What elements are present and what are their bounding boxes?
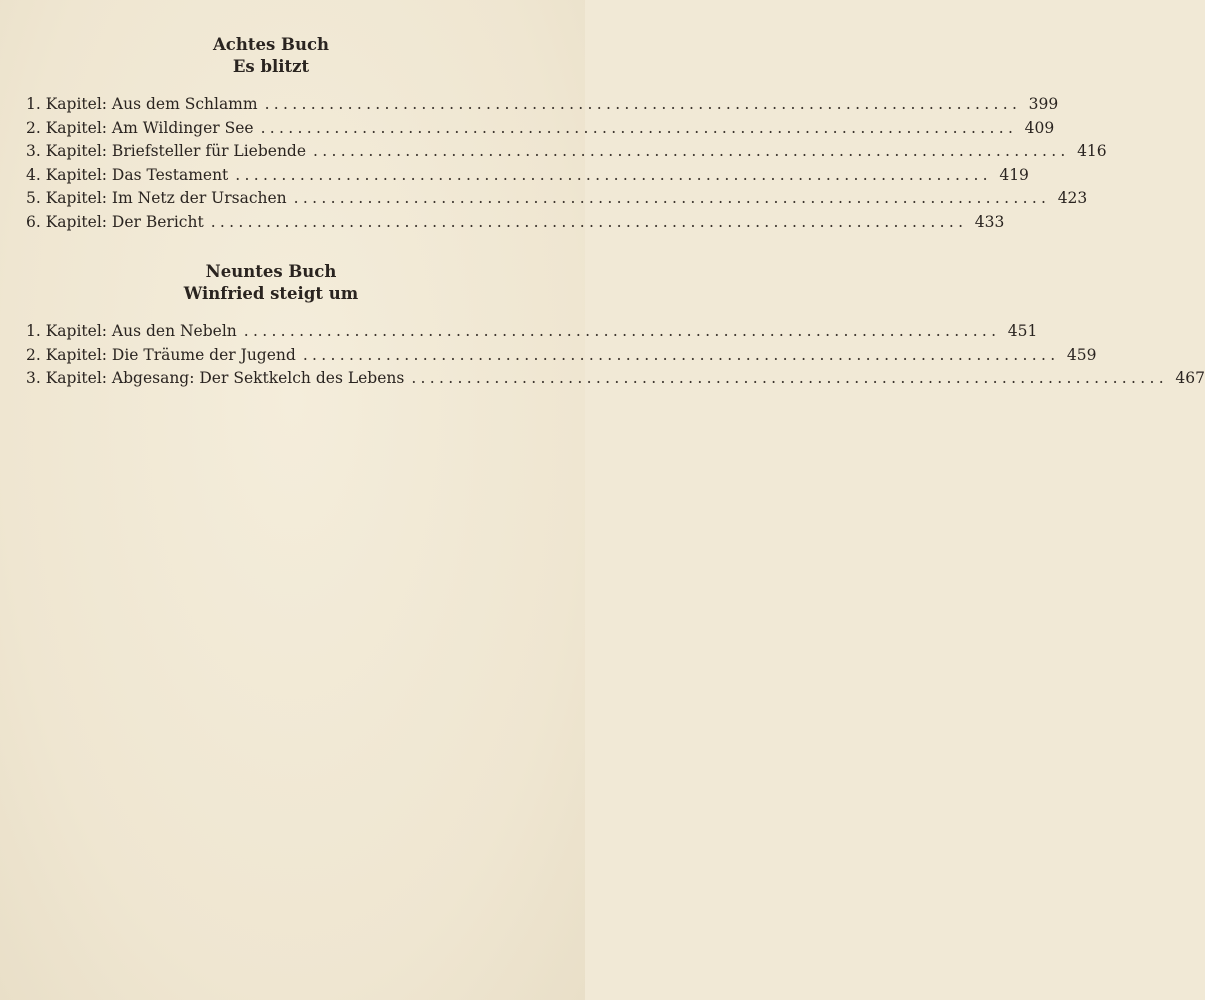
- chapter-label: 4. Kapitel: Das Testament: [26, 165, 229, 184]
- dot-leader: ..................................................................................: [260, 118, 1018, 137]
- dot-leader: ..................................................................................: [411, 369, 1168, 387]
- page-number: 459: [1066, 345, 1097, 364]
- page-number: 433: [974, 212, 1005, 231]
- chapter-label: 1. Kapitel: Aus den Nebeln: [26, 322, 237, 340]
- toc-entry: [26, 189, 1088, 213]
- chapter-label: 3. Kapitel: Abgesang: Der Sektkelch des Lebens: [26, 369, 405, 387]
- chapter-list: [26, 95, 1107, 236]
- toc-entry: [26, 118, 1055, 143]
- dot-leader: ..................................................................................: [264, 95, 1022, 113]
- toc-entry: [26, 322, 1038, 346]
- chapter-list: [26, 322, 1205, 393]
- dot-leader: ..................................................................................: [293, 189, 1051, 207]
- chapter-label: 2. Kapitel: Die Träume der Jugend: [26, 345, 296, 364]
- toc-entry: [26, 165, 1029, 190]
- page-number: 409: [1024, 118, 1055, 137]
- chapter-label: 2. Kapitel: Am Wildinger See: [26, 118, 254, 137]
- book-subtitle: Winfried steigt um: [183, 284, 359, 303]
- dot-leader: ..................................................................................: [235, 165, 992, 184]
- chapter-label: 6. Kapitel: Der Bericht: [26, 212, 204, 231]
- toc-entry: [26, 369, 1205, 393]
- toc-entry: [26, 212, 1005, 237]
- page-number: 416: [1077, 142, 1107, 160]
- dot-leader: ..................................................................................: [313, 142, 1070, 160]
- toc-entry: [26, 345, 1097, 370]
- dot-leader: ..................................................................................: [302, 345, 1060, 364]
- chapter-label: 5. Kapitel: Im Netz der Ursachen: [26, 189, 287, 207]
- book-subtitle: Es blitzt: [232, 57, 310, 76]
- dot-leader: ..................................................................................: [243, 322, 1001, 340]
- page-number: 451: [1007, 322, 1038, 340]
- toc-section-book-8: [26, 34, 1107, 236]
- chapter-label: 3. Kapitel: Briefsteller für Liebende: [26, 142, 307, 160]
- book-title: Neuntes Buch: [205, 262, 337, 281]
- toc-entry: [26, 95, 1059, 119]
- page-number: 419: [999, 165, 1029, 184]
- page-number: 467: [1175, 369, 1205, 387]
- page-number: 423: [1057, 189, 1088, 207]
- page-number: 399: [1028, 95, 1059, 113]
- book-title: Achtes Buch: [213, 35, 329, 54]
- dot-leader: ..................................................................................: [210, 212, 968, 231]
- toc-section-book-9: [26, 261, 1205, 393]
- toc-entry: [26, 142, 1107, 166]
- chapter-label: 1. Kapitel: Aus dem Schlamm: [26, 95, 258, 113]
